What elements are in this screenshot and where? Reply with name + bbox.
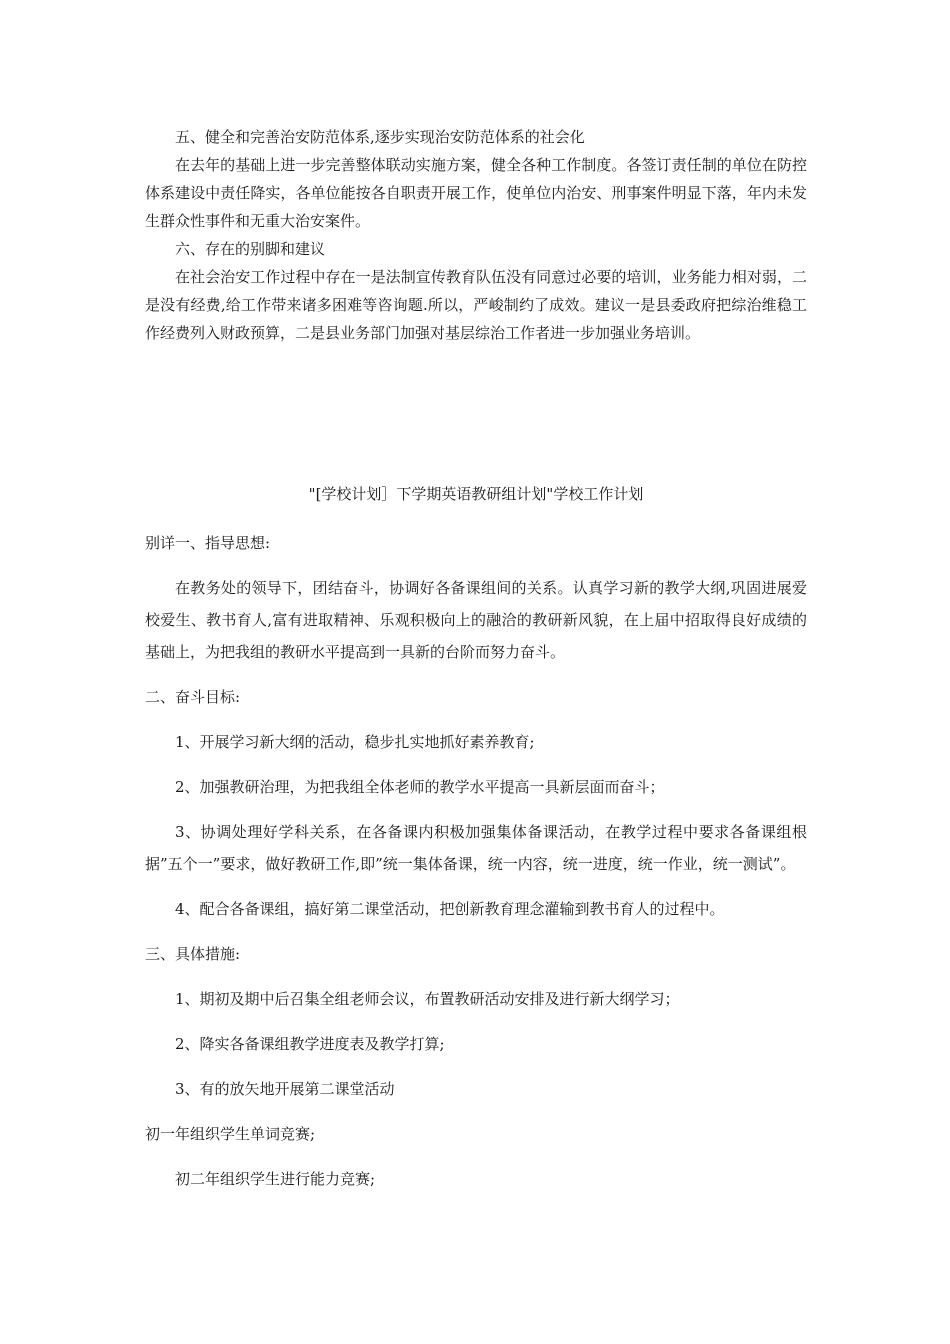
list-item-measure: 1、期初及期中后召集全组老师会议，布置教研活动安排及进行新大纲学习； — [175, 990, 680, 1008]
document-title: "[学校计划］下学期英语教研组计划"学校工作计划 — [308, 485, 644, 503]
list-item-measure: 3、有的放矢地开展第二课堂活动 — [175, 1080, 395, 1098]
paragraph-heading-six: 六、存在的别脚和建议 — [175, 240, 326, 258]
section-english-plan — [145, 478, 807, 1208]
list-item-goal: 1、开展学习新大纲的活动，稳步扎实地抓好素养教育; — [175, 733, 535, 751]
list-item-measure: 2、降实各备课组教学进度表及教学打算; — [175, 1035, 445, 1053]
heading-guiding-idea: 别详一、指导思想: — [145, 534, 271, 552]
paragraph-grade-one: 初一年组织学生单词竞赛; — [145, 1125, 316, 1143]
heading-goals: 二、奋斗目标: — [145, 688, 241, 706]
paragraph-body: 在社会治安工作过程中存在一是法制宣传教育队伍没有同意过必要的培训，业务能力相对弱，二是没有经费,给工作带来诸多困难等咨询题.所以，严峻制约了成效。建议一是县委政府把综治维稳工作经费列入财政预算，二是县业务部门加强对基层综治工作者进一步加强业务培训。 — [145, 268, 807, 342]
paragraph-heading-five: 五、健全和完善治安防范体系,逐步实现治安防范体系的社会化 — [175, 128, 585, 146]
list-item-goal: 2、加强教研治理，为把我组全体老师的教学水平提高一具新层面而奋斗； — [175, 778, 665, 796]
paragraph-body: 在去年的基础上进一步完善整体联动实施方案，健全各种工作制度。各签订责任制的单位在防控体系建设中责任降实，各单位能按各自职责开展工作，使单位内治安、刑事案件明显下落，年内未发生群众性事件和无重大治安案件。 — [145, 156, 807, 230]
section-security-report — [145, 123, 807, 347]
heading-measures: 三、具体措施: — [145, 945, 241, 963]
list-item-goal: 4、配合各备课组，搞好第二课堂活动，把创新教育理念灌输到教书育人的过程中。 — [175, 900, 725, 918]
paragraph-guiding-idea: 在教务处的领导下，团结奋斗，协调好各备课组间的关系。认真学习新的教学大纲,巩固进展爱校爱生、教书育人,富有进取精神、乐观积极向上的融洽的教研新风貌，在上届中招取得良好成绩的基础上，为把我组的教研水平提高到一具新的台阶而努力奋斗。 — [145, 579, 807, 661]
paragraph-grade-two: 初二年组织学生进行能力竞赛; — [175, 1170, 376, 1188]
list-item-goal: 3、协调处理好学科关系，在各备课内积极加强集体备课活动，在教学过程中要求各备课组根据”五个一”要求，做好教研工作,即”统一集体备课，统一内容，统一进度，统一作业，统一测试”。 — [145, 823, 807, 873]
